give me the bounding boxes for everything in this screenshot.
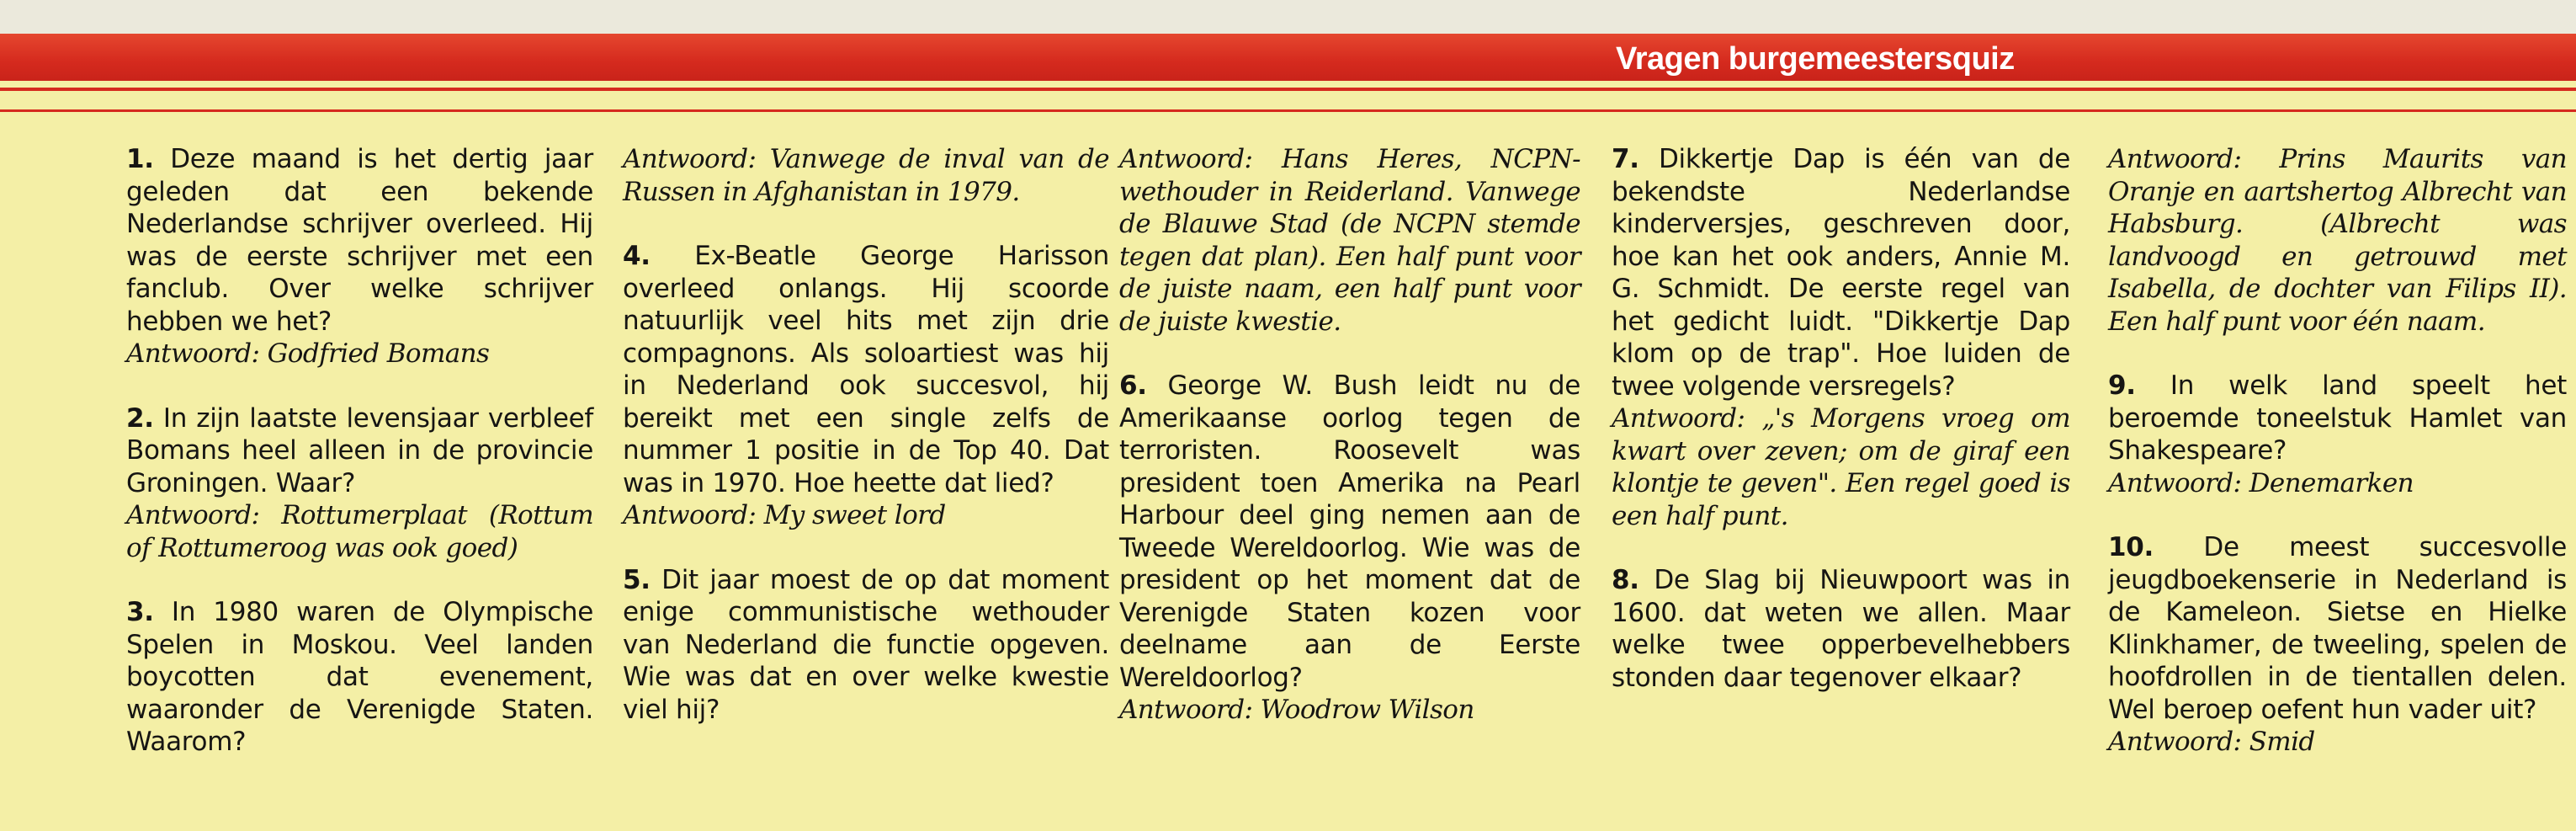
question-text: De meest succesvolle jeugdboekenserie in Nederland is de Kameleon. Sietse en Hielke Klinkhamer, de tweeling, spelen de hoofdrollen in de tientallen delen. Wel beroep oefent hun vader uit? xyxy=(2108,532,2567,725)
question-answer: Antwoord: Godfried Bomans xyxy=(126,338,490,369)
question-answer: Antwoord: Rottumerplaat (Rottum of Rottumeroog was ook goed) xyxy=(126,500,593,563)
question-answer: Antwoord: Prins Maurits van Oranje en aartshertog Albrecht van Habsburg. (Albrecht was landvoogd en getrouwd met Isabella, de dochter van Filips II). Een half punt voor één naam. xyxy=(2108,144,2567,337)
question-text: Ex-Beatle George Harisson overleed onlangs. Hij scoorde natuurlijk veel hits met zijn drie compagnons. Als soloartiest was hij in Nederland ook succesvol, hij bereikt met een single zelfs de nummer 1 positie in de Top 40. Dat was in 1970. Hoe heette dat lied? xyxy=(623,241,1109,498)
question-9 xyxy=(2108,370,2567,499)
question-7 xyxy=(1612,143,2070,532)
question-number: 1. xyxy=(126,144,154,174)
page-title: Vragen burgemeestersquiz xyxy=(1616,41,2015,77)
question-8-answer xyxy=(2108,143,2567,338)
question-answer: Antwoord: Woodrow Wilson xyxy=(1119,695,1474,725)
header-banner xyxy=(0,34,2576,81)
question-answer: Antwoord: Vanwege de inval van de Russen in Afghanistan in 1979. xyxy=(623,144,1109,207)
question-6 xyxy=(1119,370,1580,727)
question-text: Dit jaar moest de op dat moment enige communistische wethouder van Nederland die functie opgeven. Wie was dat en over welke kwestie viel hij? xyxy=(623,564,1109,725)
question-10 xyxy=(2108,531,2567,759)
column-2 xyxy=(623,143,1109,726)
question-5 xyxy=(623,564,1109,727)
divider xyxy=(0,109,2576,112)
question-text: In welk land speelt het beroemde toneelstuk Hamlet van Shakespeare? xyxy=(2108,370,2567,466)
question-text: George W. Bush leidt nu de Amerikaanse oorlog tegen de terroristen. Roosevelt was president toen Amerika na Pearl Harbour deel ging nemen aan de Tweede Wereldoorlog. Wie was de president op het moment dat de Verenigde Staten kozen voor deelname aan de Eerste Wereldoorlog? xyxy=(1119,370,1580,693)
question-text: De Slag bij Nieuwpoort was in 1600. dat weten we allen. Maar welke twee opperbevelhebbers stonden daar tegenover elkaar? xyxy=(1612,565,2071,693)
question-answer: Antwoord: Denemarken xyxy=(2108,467,2414,498)
question-answer: Antwoord: Hans Heres, NCPN-wethouder in Reiderland. Vanwege de Blauwe Stad (de NCPN stemde tegen dat plan). Een half punt voor de juiste naam, een half punt voor de juiste kwestie. xyxy=(1119,144,1580,337)
question-5-answer xyxy=(1119,143,1580,338)
question-number: 8. xyxy=(1612,565,1639,595)
question-answer: Antwoord: My sweet lord xyxy=(623,500,946,530)
question-answer: Antwoord: „'s Morgens vroeg om kwart over zeven; om de giraf een klontje te geven". Een regel goed is een half punt. xyxy=(1612,403,2070,531)
question-number: 4. xyxy=(623,241,651,271)
question-number: 2. xyxy=(126,402,154,434)
question-1 xyxy=(126,143,593,370)
column-5 xyxy=(2108,143,2567,759)
question-number: 7. xyxy=(1612,144,1639,174)
question-text: Deze maand is het dertig jaar geleden dat een bekende Nederlandse schrijver overleed. Hij was de eerste schrijver met een fanclub. Over welke schrijver hebben we het? xyxy=(126,144,593,337)
question-text: In zijn laatste levensjaar verbleef Bomans heel alleen in de provincie Groningen. Waar? xyxy=(126,402,593,498)
paper-top-margin xyxy=(0,0,2576,34)
question-answer: Antwoord: Smid xyxy=(2108,727,2315,757)
question-number: 10. xyxy=(2108,532,2154,562)
column-4 xyxy=(1612,143,2070,694)
question-8 xyxy=(1612,564,2070,694)
question-number: 9. xyxy=(2108,370,2136,401)
column-1 xyxy=(126,143,593,759)
divider xyxy=(0,88,2576,91)
question-text: Dikkertje Dap is één van de bekendste Nederlandse kinderversjes, geschreven door, hoe kan het ook anders, Annie M. G. Schmidt. De eerste regel van het gedicht luidt. "Dikkertje Dap klom op de trap". Hoe luiden de twee volgende versregels? xyxy=(1612,144,2071,402)
question-number: 5. xyxy=(623,564,651,595)
question-number: 3. xyxy=(126,597,154,627)
question-text: In 1980 waren de Olympische Spelen in Moskou. Veel landen boycotten dat evenement, waaronder de Verenigde Staten. Waarom? xyxy=(126,597,593,757)
question-4 xyxy=(623,240,1109,532)
question-number: 6. xyxy=(1119,370,1147,401)
question-3 xyxy=(126,596,593,759)
question-2 xyxy=(126,402,593,565)
question-3-answer xyxy=(623,143,1109,208)
column-3 xyxy=(1119,143,1580,727)
